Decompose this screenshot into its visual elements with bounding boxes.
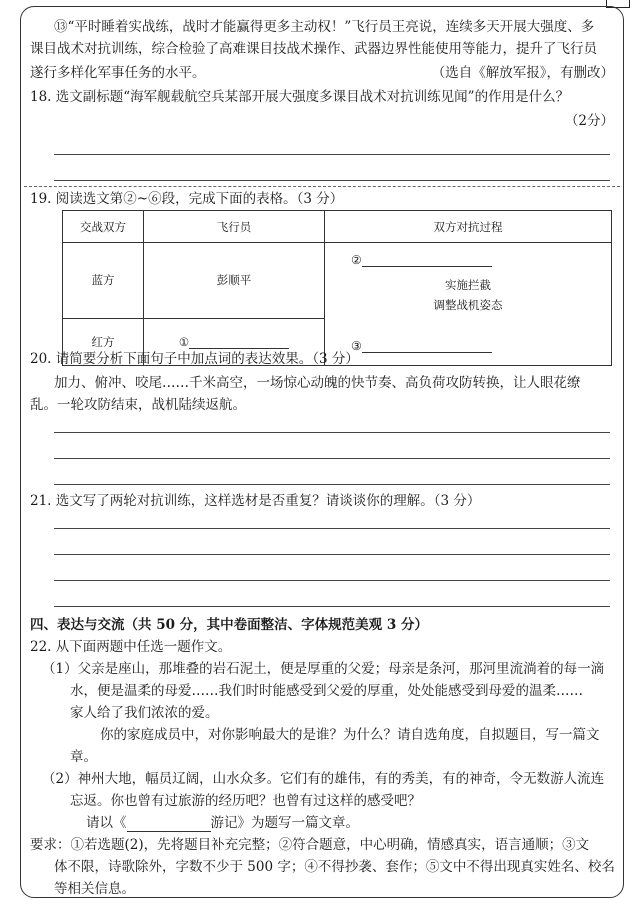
table-header-process: 双方对抗过程: [325, 211, 612, 243]
section4-title: 四、表达与交流（共 50 分，其中卷面整洁、字体规范美观 3 分）: [30, 617, 428, 633]
q21-text: 21. 选文写了两轮对抗训练，这样选材是否重复？请谈谈你的理解。（3 分）: [30, 493, 481, 509]
prompt1-line4: 你的家庭成员中，对你影响最大的是谁？为什么？请自选角度，自拟题目，写一篇文: [100, 727, 600, 743]
process-blank-3[interactable]: [351, 339, 492, 353]
requirements-line3: 等相关信息。: [54, 881, 135, 897]
q18-answer-line-1[interactable]: [54, 154, 610, 155]
prompt2-title-prefix: 请以《: [86, 815, 127, 831]
table-header-pilot: 飞行员: [144, 211, 325, 243]
requirements-line1: 要求：①若选题(2)，先将题目补充完整；②符合题意，中心明确，情感真实，语言通顺；③文: [30, 837, 590, 853]
blank-line-3[interactable]: [362, 340, 492, 353]
q21-answer-line-4[interactable]: [54, 606, 610, 607]
q21-answer-line-1[interactable]: [54, 528, 610, 529]
process-blank-2[interactable]: [351, 253, 492, 267]
prompt2-line2: 忘返。你也曾有过旅游的经历吧？也曾有过这样的感受吧？: [70, 793, 421, 809]
prompt2-title-blank[interactable]: [127, 818, 211, 832]
prompt1-line2: 水，便是温柔的母爱……我们时时能感受到父爱的厚重，处处能感受到母爱的温柔……: [70, 683, 583, 699]
table-blue-side: 蓝方: [63, 243, 144, 319]
para13-line2: 课目战术对抗训练，综合检验了高难课目技战术操作、武器边界性能使用等能力，提升了飞行员: [30, 41, 597, 57]
q20-quote-line1: 加力、俯冲、咬尾……千米高空，一场惊心动魄的快节奏、高负荷攻防转换，让人眼花缭: [54, 375, 581, 391]
table-header-sides: 交战双方: [63, 211, 144, 243]
blank-marker-3: ③: [351, 339, 362, 353]
requirements-line2: 体不限，诗歌除外，字数不少于 500 字；④不得抄袭、套作；⑤文中不得出现真实姓名、校名: [54, 859, 615, 875]
table-blue-pilot: 彭顺平: [144, 243, 325, 319]
page-frame: [20, 6, 624, 898]
prompt1-line1: （1）父亲是座山，那堆叠的岩石泥土，便是厚重的父爱；母亲是条河，那河里流淌着的每一滴: [42, 661, 605, 677]
prompt2-line1: （2）神州大地，幅员辽阔，山水众多。它们有的雄伟，有的秀美，有的神奇，令无数游人流连: [42, 771, 605, 787]
prompt2-line3: [86, 814, 359, 832]
process-step-intercept: 实施拦截: [445, 278, 491, 292]
para13-line3: 遂行多样化军事任务的水平。: [30, 65, 206, 81]
blank-line-1[interactable]: [189, 336, 289, 349]
table-red-side: 红方: [63, 318, 144, 365]
source-note: （选自《解放军报》，有删改）: [431, 65, 614, 81]
q20-quote-line2: 乱。一轮攻防结束，战机陆续返航。: [30, 397, 246, 413]
para13-line1: ⑬“平时睡着实战练，战时才能赢得更多主动权！”飞行员王亮说，连续多天开展大强度、多: [54, 19, 595, 35]
prompt1-line5: 章。: [70, 749, 97, 765]
blank-marker-2: ②: [351, 253, 362, 267]
separator: [24, 186, 620, 187]
q20-text: 20. 请简要分析下面句子中加点词的表达效果。（3 分）: [30, 351, 359, 367]
q21-answer-line-3[interactable]: [54, 580, 610, 581]
blank-line-2[interactable]: [362, 254, 492, 267]
q18-score: （2分）: [564, 113, 614, 129]
q20-answer-line-1[interactable]: [54, 432, 610, 433]
q21-answer-line-2[interactable]: [54, 554, 610, 555]
q20-answer-line-2[interactable]: [54, 458, 610, 459]
q18-text: 18. 选文副标题“海军舰载航空兵某部开展大强度多课目战术对抗训练见闻”的作用是什么？: [30, 89, 570, 105]
q19-text: 19. 阅读选文第②~⑥段，完成下面的表格。（3 分）: [30, 191, 344, 207]
process-step-adjust: 调整战机姿态: [433, 298, 503, 312]
table-process-cell: [325, 243, 612, 366]
q19-table: [62, 210, 612, 366]
prompt2-title-suffix: 游记》为题写一篇文章。: [210, 815, 359, 831]
q20-answer-line-3[interactable]: [54, 484, 610, 485]
blank-marker-1: ①: [178, 334, 190, 349]
q22-text: 22. 从下面两题中任选一题作文。: [30, 639, 232, 655]
q18-answer-line-2[interactable]: [54, 180, 610, 181]
prompt1-line3: 家人给了我们浓浓的爱。: [70, 705, 219, 721]
